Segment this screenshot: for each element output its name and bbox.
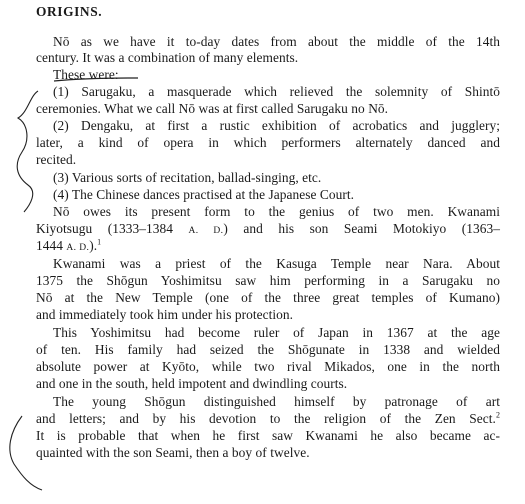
paragraph-line: (2) Dengaku, at first a rustic exhibition of acrobatics and jugglery; [53,118,500,133]
paragraph-line: Kwanami was a priest of the Kasuga Temple near Nara. About [53,256,500,271]
paragraph-line: (3) Various sorts of recitation, ballad-singing, etc. [53,170,322,185]
paragraph-line: These were: [53,67,119,82]
paragraph-line: quainted with the son Seami, then a boy of twelve. [36,445,310,460]
paragraph-line: century. It was a combination of many elements. [36,50,299,65]
paragraph-line: later, a kind of opera in which performers alternately danced and [36,135,500,150]
paragraph-line: 1375 the Shōgun Yoshimitsu saw him performing in a Sarugaku no [36,273,500,288]
era-abbreviation: A. D. [66,243,90,253]
paragraph-line: and immediately took him under his protection. [36,307,294,322]
line-text: ) and his son Seami Motokiyo (1363– [223,221,500,236]
line-text: Kiyotsugu (1333–1384 [36,221,189,236]
footnote-marker: 2 [495,410,500,420]
paragraph-line: ceremonies. What we call Nō was at first called Sarugaku no Nō. [36,101,389,116]
paragraph-line: (1) Sarugaku, a masquerade which relieved the solemnity of Shintō [53,84,500,99]
paragraph-line [36,221,500,239]
footnote-marker: 1 [97,237,102,247]
paragraph-line: (4) The Chinese dances practised at the Japanese Court. [53,187,355,202]
section-heading: ORIGINS. [36,4,103,19]
paragraph-line: It is probable that when he first saw Kwanami he also became ac- [36,428,500,443]
paragraph-line [36,411,500,427]
line-text: and letters; and by his devotion to the religion of the Zen Sect. [36,411,496,426]
paragraph-line: Nō owes its present form to the genius of two men. Kwanami [53,204,500,219]
line-text: ). [89,238,98,253]
left-bracket-mark [17,91,38,212]
paragraph-line: absolute power at Kyōto, while two rival Mikados, one in the north [36,359,500,374]
paragraph-line: Nō at the New Temple (one of the three great temples of Kumano) [36,290,500,305]
paragraph-line: of ten. His family had seized the Shōgunate in 1338 and wielded [36,342,500,357]
paragraph-line: The young Shōgun distinguished himself by patronage of art [53,394,500,409]
line-text: 1444 [36,238,67,253]
paragraph-line: This Yoshimitsu had become ruler of Japan in 1367 at the age [53,325,500,340]
paragraph-line: Nō as we have it to-day dates from about the middle of the 14th [53,34,500,49]
paragraph-line: and one in the south, held impotent and dwindling courts. [36,376,348,391]
paragraph-line [36,238,500,256]
era-abbreviation: A. D. [188,226,224,236]
paragraph-line: recited. [36,152,77,167]
